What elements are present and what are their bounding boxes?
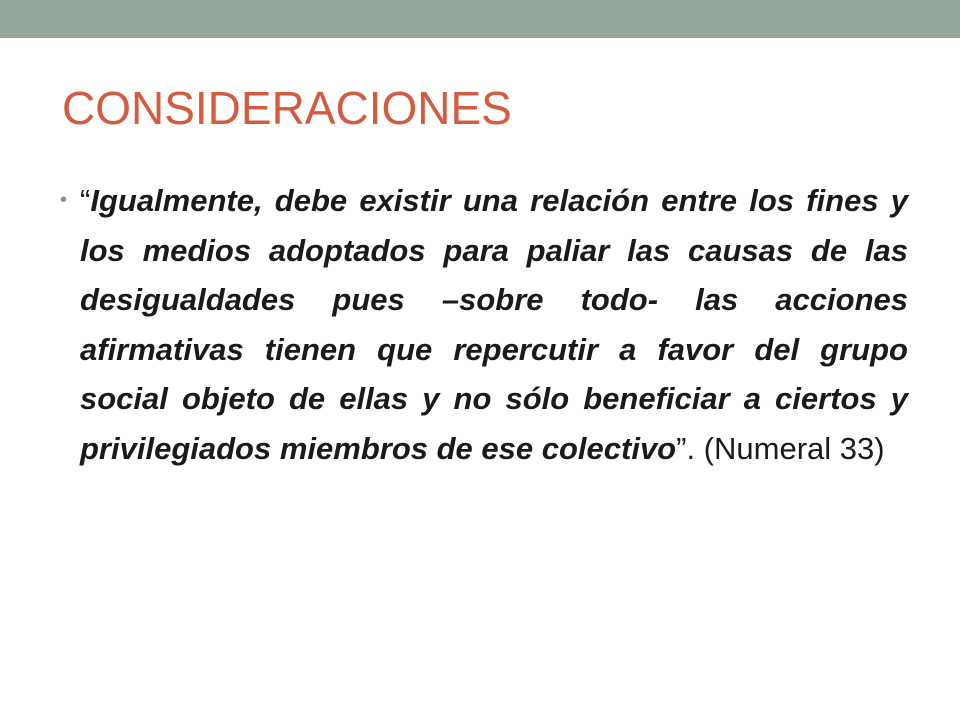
quote-text: Igualmente, debe existir una relación entre los fines y los medios adoptados para paliar las causas de las desigualdades pues –sobre todo- las acciones afirmativas tienen que repercutir a favor del grupo social objeto de ellas y no sólo beneficiar a ciertos y privilegiados miembros de ese colectivo <box>80 183 908 466</box>
open-quote: “ <box>80 183 91 218</box>
top-color-band <box>0 0 960 38</box>
bullet-item <box>60 176 908 473</box>
slide-title: CONSIDERACIONES <box>62 82 512 134</box>
close-quote: ” <box>676 430 687 466</box>
slide-body <box>60 176 908 473</box>
citation-reference: . (Numeral 33) <box>686 430 885 466</box>
bullet-icon: • <box>60 189 68 211</box>
